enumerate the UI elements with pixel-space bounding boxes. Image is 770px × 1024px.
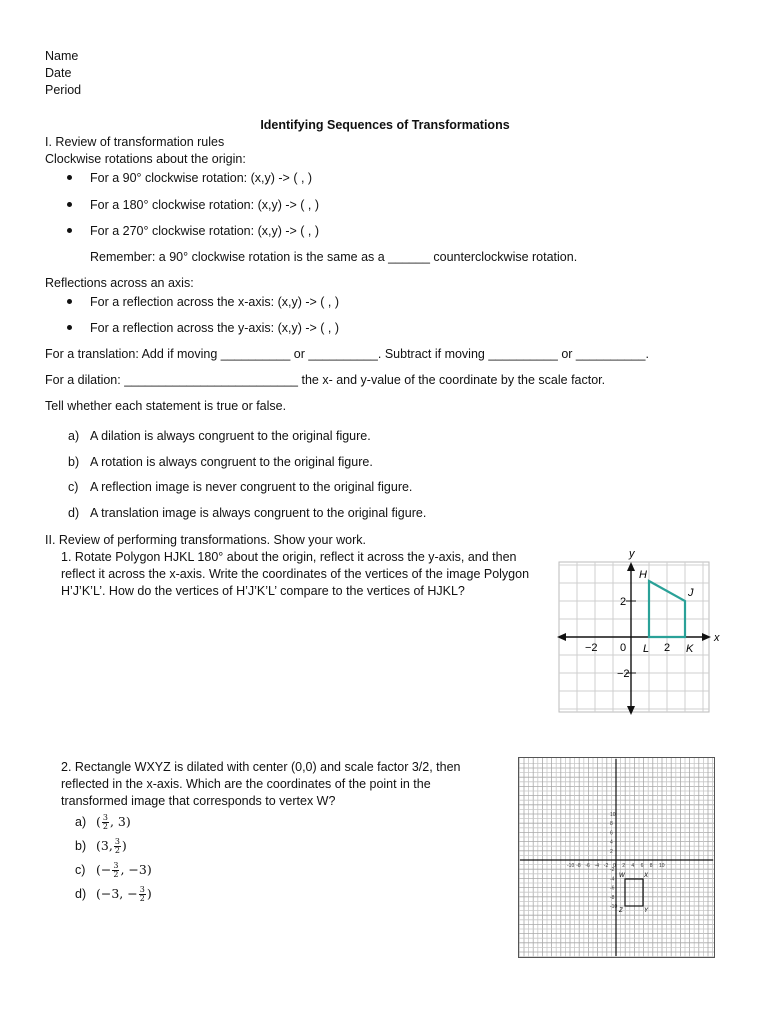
y-axis-label: y [629,548,635,560]
vertex-label-w: W [619,873,625,879]
rotations-heading: Clockwise rotations about the origin: [45,152,246,166]
question2-line: reflected in the x-axis. Which are the coordinates of the point in the [61,777,431,791]
option-a-expression: ( $\frac{3}{2}$ , 3) [96,813,131,831]
tf-item-letter: b) [68,455,80,469]
y-tick-label: -8 [610,894,615,901]
reflections-heading: Reflections across an axis: [45,276,194,290]
y-tick-label: 4 [610,839,613,846]
rotation-rule-270: For a 270° clockwise rotation: (x,y) -> ( , ) [90,224,320,238]
x-tick-label: 6 [640,863,644,869]
section2-heading: II. Review of performing transformations. Show your work. [45,533,366,547]
bullet-icon [67,228,72,233]
tf-item-letter: d) [68,506,80,520]
x-tick-label: -4 [594,863,600,869]
x-tick-label: -6 [585,863,590,869]
vertex-label-l: L [643,643,650,655]
question2-line: 2. Rectangle WXYZ is dilated with center (0,0) and scale factor 3/2, then [61,760,461,774]
y-tick-label: 2 [610,848,613,855]
option-c-expression: (− $\frac{3}{2}$ , −3) [96,861,152,879]
bullet-icon [67,175,72,180]
x-tick-label: 4 [631,863,635,869]
reflection-rule-y: For a reflection across the y-axis: (x,y) -> ( , ) [90,321,340,335]
section1-heading: I. Review of transformation rules [45,135,225,149]
tf-item-text: A translation image is always congruent to the original figure. [90,506,427,520]
question1-line: H’J’K’L’. How do the vertices of H’J’K’L’ compare to the vertices of HJKL? [61,584,465,598]
option-letter: c) [75,863,86,877]
dilation-rule: For a dilation: _________________________ the x- and y-value of the coordinate by the scale factor. [45,373,606,387]
tf-item-text: A dilation is always congruent to the original figure. [90,429,371,443]
true-false-prompt: Tell whether each statement is true or false. [45,399,287,413]
y-tick-label: 6 [610,830,613,837]
graph-rectangle-wxyz [518,757,718,959]
tick-label-y-pos: 2 [620,596,627,608]
date-label: Date [45,66,72,80]
bullet-icon [67,299,72,304]
bullet-icon [67,325,72,330]
rotation-rule-90: For a 90° clockwise rotation: (x,y) -> ( , ) [90,171,313,185]
option-d-expression: (−3, − $\frac{3}{2}$ ) [96,885,152,903]
y-tick-label: 10 [610,812,616,818]
option-letter: a) [75,815,87,829]
tick-label-x-neg: −2 [585,642,598,654]
rotation-rule-180: For a 180° clockwise rotation: (x,y) -> ( , ) [90,198,320,212]
x-tick-label: 8 [649,863,653,869]
y-tick-label: -4 [610,876,615,883]
y-tick-label: -2 [610,867,615,874]
page-title: Identifying Sequences of Transformations [260,118,510,132]
x-tick-label: -10 [567,863,575,869]
vertex-label-y: Y [644,908,649,914]
tf-item-text: A reflection image is never congruent to the original figure. [90,480,413,494]
vertex-label-h: H [639,569,647,581]
option-letter: b) [75,839,87,853]
question1-line: reflect it across the x-axis. Write the coordinates of the vertices of the image Polygon [61,567,530,581]
vertex-label-z: Z [619,908,623,914]
x-tick-label: 10 [659,863,665,869]
vertex-label-x: X [644,873,649,879]
tf-item-letter: a) [68,429,80,443]
y-tick-label: 8 [610,821,613,828]
question2-line: transformed image that corresponds to vertex W? [61,794,336,808]
bullet-icon [67,202,72,207]
vertex-label-j: J [688,587,694,599]
name-label: Name [45,49,79,63]
x-tick-label: 0 [613,863,616,869]
graph-polygon-hjkl [553,545,723,715]
question1-line: 1. Rotate Polygon HJKL 180° about the origin, reflect it across the y-axis, and then [61,550,517,564]
translation-rule: For a translation: Add if moving __________ or __________. Subtract if moving __________ or __________. [45,347,649,361]
tick-label-y-neg: −2 [617,668,630,680]
y-tick-label: -6 [610,885,615,892]
vertex-label-k: K [686,643,694,655]
origin-label: 0 [620,642,627,654]
x-tick-label: -8 [576,863,581,869]
tf-item-letter: c) [68,480,79,494]
option-letter: d) [75,887,87,901]
reflection-rule-x: For a reflection across the x-axis: (x,y) -> ( , ) [90,295,340,309]
remember-note: Remember: a 90° clockwise rotation is the same as a ______ counterclockwise rotation. [90,250,578,264]
x-tick-label: -2 [603,863,609,869]
x-axis-label: x [714,632,720,644]
x-tick-label: 2 [622,863,625,869]
y-tick-label: -10 [610,904,618,910]
option-b-expression: (3, $\frac{3}{2}$ ) [96,837,127,855]
period-label: Period [45,83,82,97]
tick-label-x-pos: 2 [664,642,671,654]
tf-item-text: A rotation is always congruent to the original figure. [90,455,373,469]
